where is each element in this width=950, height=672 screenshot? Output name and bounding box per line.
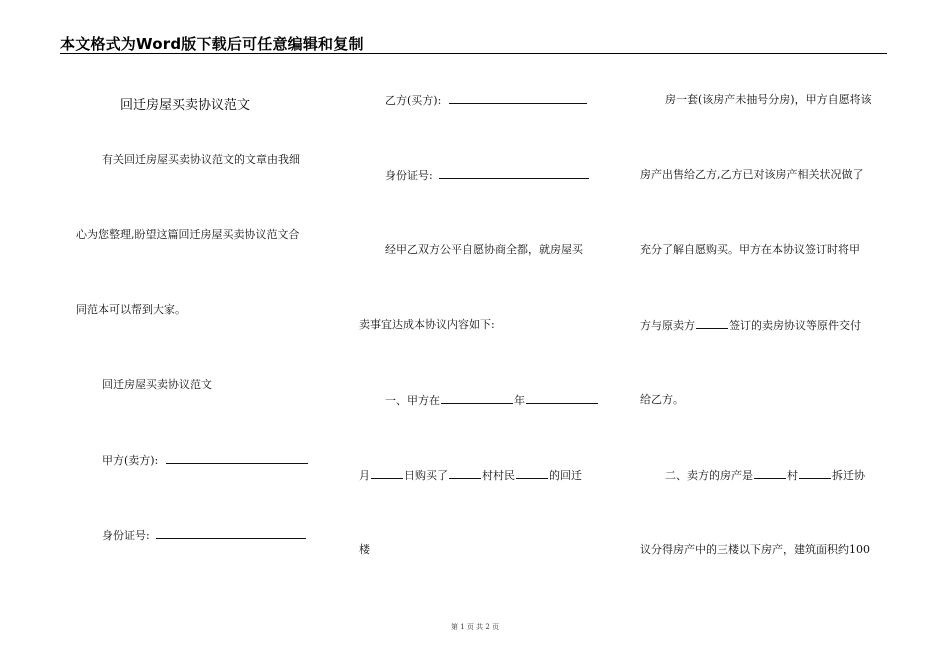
col3-line-4-a: 方与原卖方 <box>640 319 695 332</box>
clause-1-blank-3 <box>371 468 403 479</box>
col3-line-2: 房产出售给乙方,乙方已对该房产相关状况做了 <box>640 168 864 181</box>
intro-line-1: 有关回迁房屋买卖协议范文的文章由我细 <box>102 153 300 166</box>
intro-line-3: 同范本可以帮到大家。 <box>76 303 186 316</box>
party-b-blank <box>449 93 587 104</box>
header-divider <box>60 53 887 54</box>
clause-1-blank-5 <box>516 468 548 479</box>
agreement-line-1: 经甲乙双方公平自愿协商全都，就房屋买 <box>385 243 583 256</box>
col3-line-1: 房一套(该房产未抽号分房)，甲方自愿将该 <box>665 93 872 106</box>
col3-line-3: 充分了解自愿购买。甲方在本协议签订时将甲 <box>640 243 860 256</box>
clause-2-blank-1 <box>754 468 786 479</box>
id-b-blank <box>439 168 589 179</box>
id-a-field <box>102 528 307 543</box>
clause-2-line-2: 议分得房产中的三楼以下房产，建筑面积约100 <box>640 543 870 556</box>
party-b-field <box>385 93 588 108</box>
clause-1-blank-1 <box>441 393 513 404</box>
id-b-field <box>385 168 590 183</box>
party-a-field <box>102 453 309 468</box>
document-header-title: 本文格式为Word版下载后可任意编辑和复制 <box>60 35 364 53</box>
page-title: 回迁房屋买卖协议范文 <box>120 98 251 113</box>
intro-line-2: 心为您整理,盼望这篇回迁房屋买卖协议范文合 <box>76 228 300 241</box>
col3-blank-1 <box>696 318 728 329</box>
page-number: 第 1 页 共 2 页 <box>450 623 500 631</box>
clause-1-line-2 <box>359 468 582 483</box>
clause-1-blank-2 <box>526 393 598 404</box>
col3-line-4-b: 签订的卖房协议等原件交付 <box>729 319 861 332</box>
clause-1-year: 年 <box>514 394 525 407</box>
clause-2-line-1 <box>665 468 865 483</box>
clause-1-line-3: 楼 <box>359 543 370 556</box>
col3-line-5: 给乙方。 <box>640 393 684 406</box>
id-b-label: 身份证号: <box>385 169 433 182</box>
party-a-blank <box>166 453 308 464</box>
agreement-line-2: 卖事宜达成本协议内容如下: <box>359 318 495 331</box>
clause-1-month: 月 <box>359 469 370 482</box>
id-a-label: 身份证号: <box>102 529 150 542</box>
clause-1-blank-4 <box>449 468 481 479</box>
clause-2-blank-2 <box>799 468 831 479</box>
id-a-blank <box>156 528 306 539</box>
party-a-label: 甲方(卖方): <box>102 454 159 467</box>
clause-1-line-1 <box>385 393 599 408</box>
clause-2-text-a: 二、卖方的房产是 <box>665 469 753 482</box>
col3-line-4 <box>640 318 861 333</box>
clause-1-village: 村村民 <box>482 469 515 482</box>
clause-1-day: 日购买了 <box>404 469 448 482</box>
clause-1-text-a: 一、甲方在 <box>385 394 440 407</box>
clause-2-village: 村 <box>787 469 798 482</box>
clause-2-text-c: 拆迁协 <box>832 469 865 482</box>
party-b-label: 乙方(买方): <box>385 94 442 107</box>
section-subtitle: 回迁房屋买卖协议范文 <box>102 378 212 391</box>
clause-1-rest: 的回迁 <box>549 469 582 482</box>
